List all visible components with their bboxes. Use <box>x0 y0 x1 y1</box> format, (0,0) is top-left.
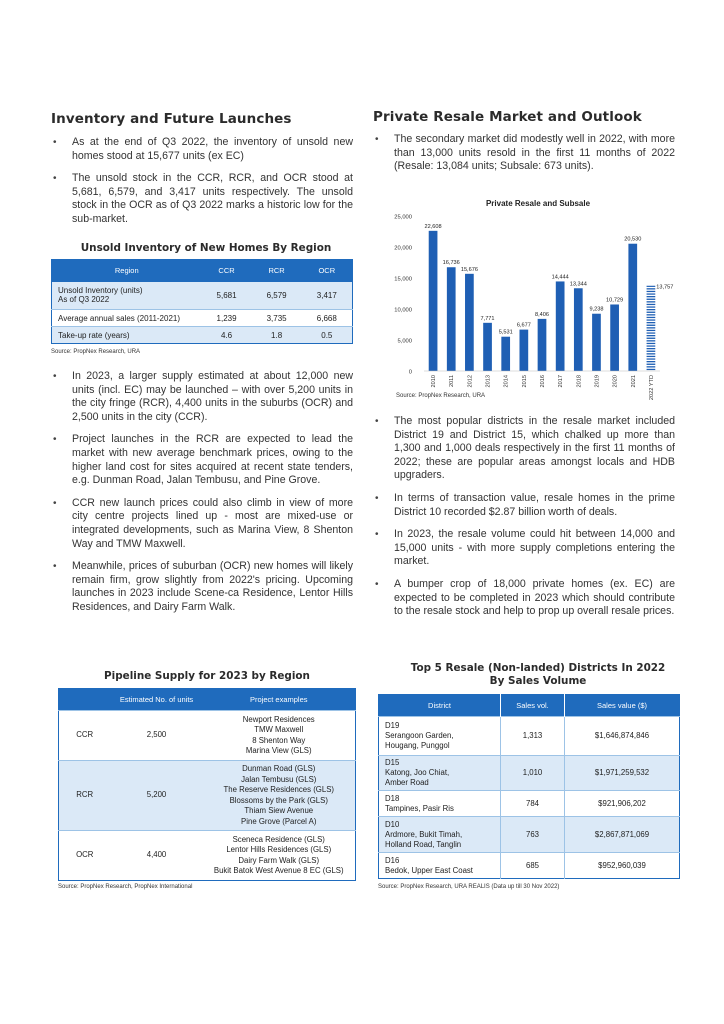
table-row: D16 Bedok, Upper East Coast 685 $952,960,039 <box>379 853 680 879</box>
x-tick-label: 2018 <box>576 375 583 388</box>
bullet-icon: • <box>53 137 57 148</box>
x-tick-label: 2022 YTD <box>648 375 655 401</box>
col-header: OCR <box>302 260 353 282</box>
table-row: Unsold Inventory (units) As of Q3 2022 5,681 6,579 3,417 <box>52 282 353 310</box>
x-tick-label: 2021 <box>630 375 637 388</box>
table-row: D19 Serangoon Garden, Hougang, Punggol 1,313 $1,646,874,846 <box>379 717 680 756</box>
bar <box>429 231 438 371</box>
bar <box>501 337 510 371</box>
bars <box>425 224 674 371</box>
bullet-icon: • <box>53 497 57 509</box>
bar <box>592 314 601 371</box>
bar-value-label: 20,530 <box>624 236 642 243</box>
bar <box>556 281 565 371</box>
bar-value-label: 9,238 <box>589 306 604 313</box>
top5-table-source: Source: PropNex Research, URA REALIS (Data up till 30 Nov 2022) <box>378 884 560 890</box>
y-tick-label: 15,000 <box>394 276 412 283</box>
col-header: Project examples <box>203 689 356 711</box>
col-header: District <box>379 695 501 717</box>
y-tick-label: 5,000 <box>397 338 412 345</box>
bar-value-label: 13,344 <box>569 281 587 288</box>
bullet-icon: • <box>375 492 379 504</box>
bar-value-label: 15,676 <box>460 266 478 273</box>
top5-table-title: Top 5 Resale (Non-landed) Districts In 2022 By Sales Volume <box>410 662 666 687</box>
bar-value-label: 5,531 <box>498 329 513 336</box>
x-tick-label: 2019 <box>594 375 601 388</box>
list-item: • In 2023, the resale volume could hit between 14,000 and 15,000 units - with more supply completions entering the market. <box>375 528 675 568</box>
chart-source: Source: PropNex Research, URA <box>396 393 486 399</box>
list-item: • CCR new launch prices could also climb in view of more city centre projects lined up - most are mixed-use or integrated developments, such as Marina View, 8 Shenton Way and TMW Maxwell. <box>53 496 353 550</box>
inventory-bullets <box>51 136 353 236</box>
bar-value-label: 8,406 <box>535 311 549 318</box>
x-tick-label: 2016 <box>540 375 546 388</box>
table-row: D10 Ardmore, Bukit Timah, Holland Road, Tanglin 763 $2,867,871,069 <box>379 817 680 853</box>
top5-districts-table <box>378 694 680 879</box>
list-item: • As at the end of Q3 2022, the inventory of unsold new homes stood at 15,677 units (ex EC) <box>53 136 353 162</box>
bullet-icon: • <box>375 416 379 427</box>
list-item: • In 2023, a larger supply estimated at about 12,000 new units (incl. EC) may be launched – with over 5,200 units in the city fringe (RCR), 4,400 units in the suburbs (OCR) and 2,500 units in the city (CCR). <box>53 370 353 423</box>
bar <box>574 288 583 371</box>
bullet-icon: • <box>53 434 57 446</box>
bar-value-label: 10,729 <box>606 297 624 304</box>
bullet-icon: • <box>375 134 379 145</box>
list-item: • The most popular districts in the resale market included District 19 and District 15, which chalked up more than 1,300 and 1,000 deals respectively in the first 11 months of 2022; these are popular areas amongst locals and HDB upgraders. <box>375 415 675 482</box>
y-tick-label: 10,000 <box>394 307 412 314</box>
bar <box>610 304 619 371</box>
list-item: • Project launches in the RCR are expected to lead the market with new average benchmark prices, owing to the higher land cost for sites acquired at recent state tenders, e.g. Dunman Road, Jalan Tembusu, and Pine Grove. <box>53 433 353 487</box>
unsold-inventory-table <box>51 259 353 344</box>
bar-value-label: 22,608 <box>424 223 442 230</box>
launch-bullets <box>51 370 353 624</box>
col-header: Estimated No. of units <box>111 689 203 711</box>
x-tick-label: 2012 <box>467 375 474 388</box>
y-axis <box>394 215 412 376</box>
resale-bullets <box>373 415 675 628</box>
x-tick-label: 2014 <box>503 375 510 388</box>
bar <box>647 286 656 371</box>
list-item: • Meanwhile, prices of suburban (OCR) new homes will likely remain firm, grow slightly from 2022's pricing. Upcoming launches in 2023 include Scene-ca Residence, Lentor Hills Residences, and Dairy Farm Walk. <box>53 560 353 613</box>
resale-bar-chart <box>368 192 688 402</box>
x-tick-label: 2017 <box>558 375 565 388</box>
x-tick-label: 2011 <box>449 375 456 388</box>
col-header: CCR <box>202 260 252 282</box>
y-tick-label: 25,000 <box>394 214 412 221</box>
list-item: • The secondary market did modestly well in 2022, with more than 13,000 units resold in the first 11 months of 2022 (Resale: 13,084 units; Subsale: 673 units). <box>375 133 675 173</box>
bullet-icon: • <box>375 578 379 590</box>
table-row: D18 Tampines, Pasir Ris 784 $921,906,202 <box>379 791 680 817</box>
bar-value-label: 7,771 <box>480 315 495 322</box>
col-header: Region <box>52 260 202 282</box>
bar-value-label: 16,736 <box>442 260 460 267</box>
bar-value-label: 14,444 <box>551 274 569 281</box>
x-tick-label: 2015 <box>521 375 528 388</box>
resale-intro-bullets <box>373 133 675 183</box>
col-header: Sales vol. <box>501 695 565 717</box>
unsold-table-title: Unsold Inventory of New Homes By Region <box>80 242 332 254</box>
col-header: RCR <box>252 260 302 282</box>
section-heading-inventory: Inventory and Future Launches <box>51 111 292 127</box>
chart-title: Private Resale and Subsale <box>485 199 591 208</box>
x-tick-label: 2020 <box>612 375 619 388</box>
x-tick-label: 2010 <box>431 375 438 388</box>
table-row: Average annual sales (2011-2021) 1,239 3,735 6,668 <box>52 310 353 327</box>
bar <box>447 267 456 371</box>
col-header <box>59 689 111 711</box>
list-item: • The unsold stock in the CCR, RCR, and OCR stood at 5,681, 6,579, and 3,417 units respectively. The unsold stock in the OCR as of Q3 2022 marks a historic low for the sub-market. <box>53 172 353 225</box>
bar <box>519 330 528 371</box>
pipeline-table-title: Pipeline Supply for 2023 by Region <box>104 670 310 682</box>
bar-value-label: 13,757 <box>656 284 674 291</box>
bar <box>628 244 637 371</box>
x-tick-label: 2013 <box>485 375 492 388</box>
section-heading-resale: Private Resale Market and Outlook <box>373 109 642 125</box>
y-tick-label: 0 <box>408 369 412 376</box>
list-item: • A bumper crop of 18,000 private homes (ex. EC) are expected to be completed in 2023 which should contribute to the resale stock and help to prop up overall resale prices. <box>375 577 675 618</box>
table-row: RCR 5,200 Dunman Road (GLS) Jalan Tembusu (GLS) The Reserve Residences (GLS) Blossoms by the Park (GLS) Thiam Siew Avenue Pine Grove (Parcel A) <box>59 761 356 831</box>
bar <box>483 323 492 371</box>
col-header: Sales value ($) <box>565 695 680 717</box>
table-row: D15 Katong, Joo Chiat, Amber Road 1,010 $1,971,259,532 <box>379 756 680 791</box>
pipeline-table-source: Source: PropNex Research, PropNex International <box>58 884 193 890</box>
bullet-icon: • <box>53 561 57 573</box>
table-row: CCR 2,500 Newport Residences TMW Maxwell 8 Shenton Way Marina View (GLS) <box>59 711 356 761</box>
bullet-icon: • <box>375 529 379 541</box>
bullet-icon: • <box>53 173 57 185</box>
pipeline-supply-table <box>58 688 356 881</box>
bar <box>465 274 474 371</box>
y-tick-label: 20,000 <box>394 245 412 252</box>
table-row: Take-up rate (years) 4.6 1.8 0.5 <box>52 327 353 344</box>
table-row: OCR 4,400 Sceneca Residence (GLS) Lentor Hills Residences (GLS) Dairy Farm Walk (GLS) Bukit Batok West Avenue 8 EC (GLS) <box>59 831 356 881</box>
bar-value-label: 6,677 <box>516 322 531 329</box>
bar <box>538 319 547 371</box>
bullet-icon: • <box>53 371 57 382</box>
list-item: • In terms of transaction value, resale homes in the prime District 10 recorded $2.87 billion worth of deals. <box>375 491 675 518</box>
unsold-table-source: Source: PropNex Research, URA <box>51 349 141 355</box>
